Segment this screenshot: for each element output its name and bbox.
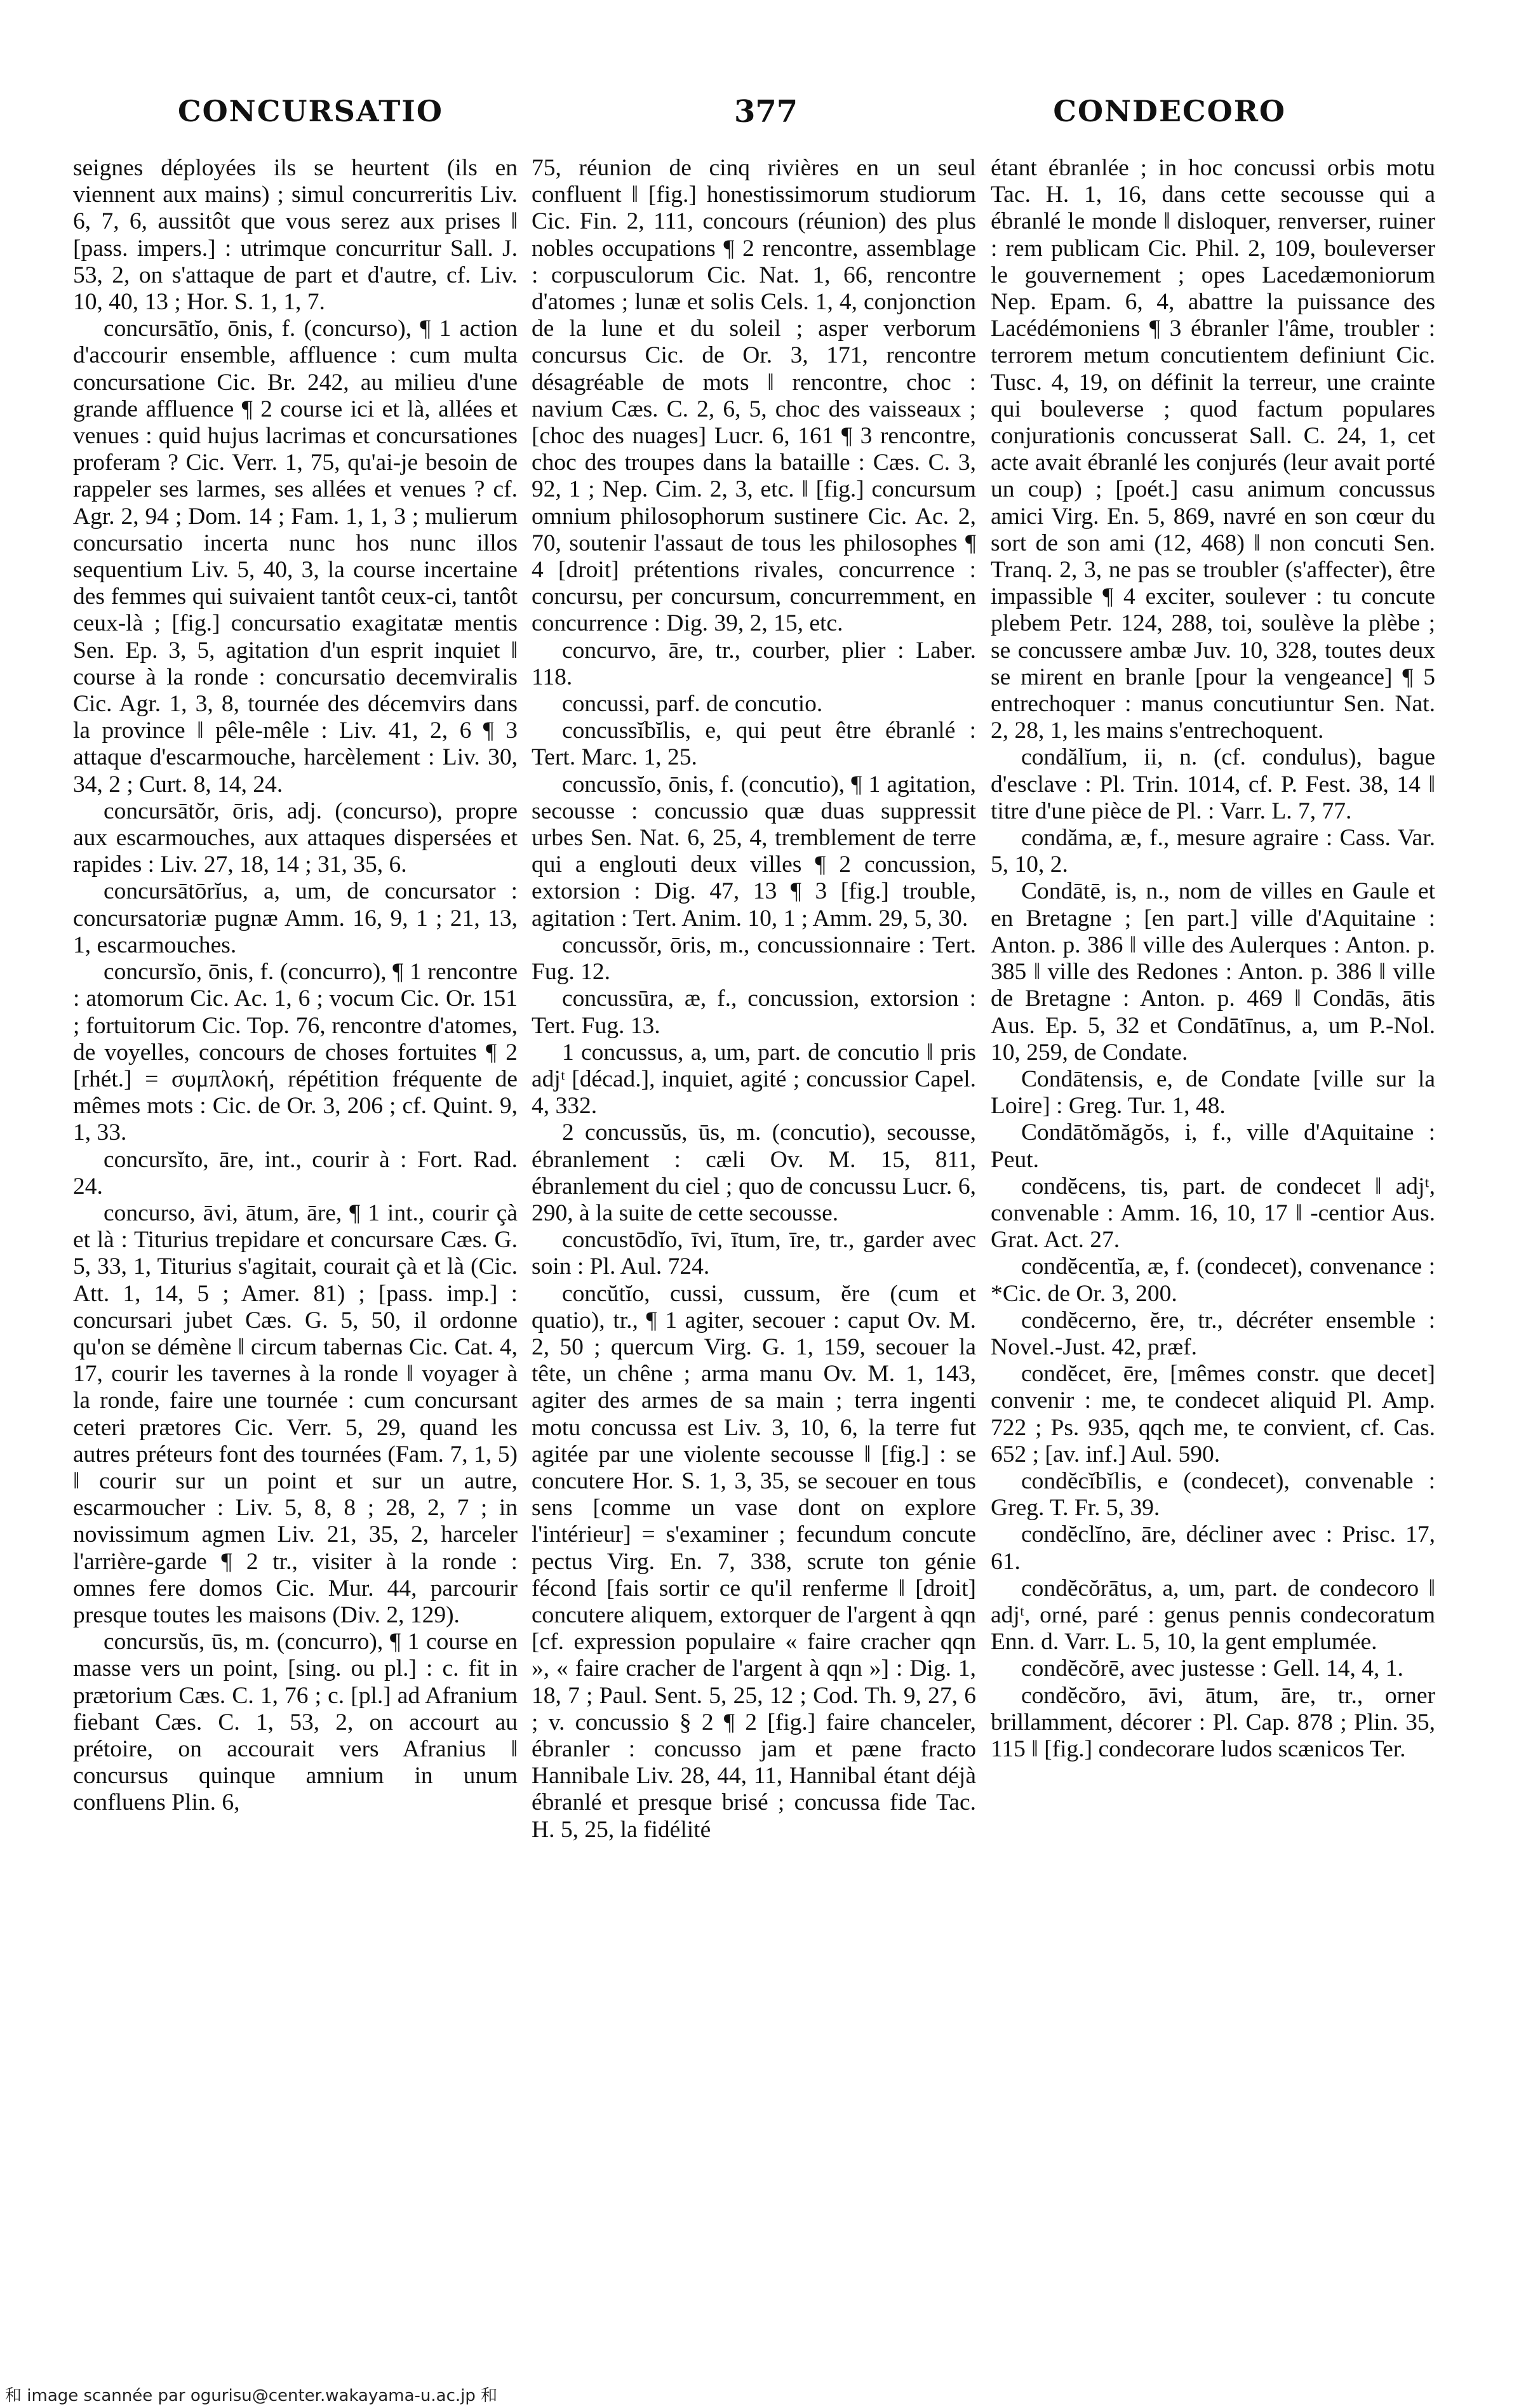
column-right xyxy=(991,155,1435,2358)
entry-concussura: concussūra, æ, f., concussion, extorsion : Tert. Fug. 13. xyxy=(532,986,976,1039)
entry-condecens: condĕcens, tis, part. de condecet ‖ adjᵗ, convenable : Amm. 16, 10, 17 ‖ -centior Aus. Grat. Act. 27. xyxy=(991,1173,1435,1253)
running-head xyxy=(0,94,1540,138)
entry-concursio: concursĭo, ōnis, f. (concurro), ¶ 1 rencontre : atomorum Cic. Ac. 1, 6 ; vocum Cic. Or. 151 ; fortuitorum Cic. Top. 76, rencontre d'atomes, de voyelles, concours de choses fortuites ¶ 2 [rhét.] = συμπλοκή, répétition fréquente de mêmes mots : Cic. de Or. 3, 206 ; cf. Quint. 9, 1, 33. xyxy=(73,959,518,1146)
entry-continuation: étant ébranlée ; in hoc concussi orbis motu Tac. H. 1, 16, dans cette secousse qui a ébranlé le monde ‖ disloquer, renverser, ruiner : rem publicam Cic. Phil. 2, 109, bouleverser le gouvernement ; opes Lacedæmoniorum Nep. Epam. 6, 4, abattre la puissance des Lacédémoniens ¶ 3 ébranler l'âme, troubler : terrorem metum concutientem definiunt Cic. Tusc. 4, 19, on définit la terreur, une crainte qui bouleverse ; quod factum populares conjurationis concusserat Sall. C. 24, 1, cet acte avait ébranlé les conjurés (leur avait porté un coup) ; [poét.] casu animum concussus amici Virg. En. 5, 869, navré en son cœur du sort de son ami (12, 468) ‖ non concuti Sen. Tranq. 2, 3, ne pas se troubler (s'affecter), être impassible ¶ 4 exciter, soulever : tu concute plebem Petr. 124, 288, toi, soulève la plèbe ; se concussere ambæ Juv. 10, 328, toutes deux se mirent en branle [pour la vengeance] ¶ 5 entrechoquer : manus concutiuntur Sen. Nat. 2, 28, 1, les mains s'entrechoquent. xyxy=(991,155,1435,744)
entry-concussus-2: 2 concussŭs, ūs, m. (concutio), secousse, ébranlement : cæli Ov. M. 15, 811, ébranlement du ciel ; quo de concussu Lucr. 6, 290, à la suite de cette secousse. xyxy=(532,1119,976,1226)
page-number: 377 xyxy=(734,94,798,130)
entry-condecore: condĕcŏrē, avec justesse : Gell. 14, 4, 1. xyxy=(1021,1655,1403,1682)
entry-condatomagos: Condātŏmăgŏs, i, f., ville d'Aquitaine : Peut. xyxy=(991,1119,1435,1173)
entry-continuation: seignes déployées ils se heurtent (ils en viennent aux mains) ; simul concurreritis Liv. 6, 7, 6, aussitôt que vous serez aux prises ‖ [pass. impers.] : utrimque concurritur Sall. J. 53, 2, on s'attaque de part et d'autre, cf. Liv. 10, 40, 13 ; Hor. S. 1, 1, 7. xyxy=(73,155,518,316)
entry-condecibilis: condĕcĭbĭlis, e (condecet), convenable : Greg. T. Fr. 5, 39. xyxy=(991,1467,1435,1521)
scan-credit: 和 image scannée par ogurisu@center.wakayama-u.ac.jp 和 xyxy=(5,2386,498,2405)
last-headword: CONDECORO xyxy=(1053,94,1286,128)
entry-condecet: condĕcet, ēre, [mêmes constr. que decet] convenir : me, te condecet aliquid Pl. Amp. 722 ; Ps. 935, qqch me, te convient, cf. Cas. 652 ; [av. inf.] Aul. 590. xyxy=(991,1361,1435,1467)
first-headword: CONCURSATIO xyxy=(178,94,443,128)
entry-concursatio: concursātĭo, ōnis, f. (concurso), ¶ 1 action d'accourir ensemble, affluence : cum multa concursatione Cic. Br. 242, au milieu d'une grande affluence ¶ 2 course ici et là, allées et venues : quid hujus lacrimas et concursationes proferam ? Cic. Verr. 1, 75, qu'ai-je besoin de rappeler ses larmes, ses allées et venues ? cf. Agr. 2, 94 ; Dom. 14 ; Fam. 1, 1, 3 ; mulierum concursatio incerta nunc hos nunc illos sequentium Liv. 5, 40, 3, la course incertaine des femmes qui suivaient tantôt ceux-ci, tantôt ceux-là ; [fig.] concursatio exagitatæ mentis Sen. Ep. 3, 5, agitation d'un esprit inquiet ‖ course à la ronde : concursatio decemviralis Cic. Agr. 1, 3, 8, tournée des décemvirs dans la province ‖ pêle-mêle : Liv. 41, 2, 6 ¶ 3 attaque d'escarmouche, harcèlement : Liv. 30, 34, 2 ; Curt. 8, 14, 24. xyxy=(73,316,518,798)
entry-condalium: condălĭum, ii, n. (cf. condulus), bague d'esclave : Pl. Trin. 1014, cf. P. Fest. 38, 14 ‖ titre d'une pièce de Pl. : Varr. L. 7, 77. xyxy=(991,744,1435,824)
entry-condecerno: condĕcerno, ĕre, tr., décréter ensemble : Novel.-Just. 42, præf. xyxy=(991,1307,1435,1360)
entry-concutio: concŭtĭo, cussi, cussum, ĕre (cum et quatio), tr., ¶ 1 agiter, secouer : caput Ov. M. 2, 50 ; quercum Virg. G. 1, 159, secouer la tête, un chêne ; arma manu Ov. M. 1, 143, agiter des armes de sa main ; terra ingenti motu concussa est Liv. 3, 10, 6, la terre fut agitée par une violente secousse ‖ [fig.] : se concutere Hor. S. 1, 3, 35, se secouer en tous sens [comme un vase dont on explore l'intérieur] = s'examiner ; fecundum concute pectus Virg. En. 7, 338, scrute ton génie fécond [fais sortir ce qu'il renferme ‖ [droit] concutere aliquem, extorquer de l'argent à qqn [cf. expression populaire « faire cracher qqn », « faire cracher de l'argent à qqn »] : Dig. 1, 18, 7 ; Paul. Sent. 5, 25, 12 ; Cod. Th. 9, 27, 6 ; v. concussio § 2 ¶ 2 [fig.] faire chanceler, ébranler : concusso jam et pæne fracto Hannibale Liv. 28, 44, 11, Hannibal étant déjà ébranlé et presque brisé ; concussa fide Tac. H. 5, 25, la fidélité xyxy=(532,1280,976,1843)
entry-condama: condăma, æ, f., mesure agraire : Cass. Var. 5, 10, 2. xyxy=(991,825,1435,878)
column-left xyxy=(73,155,518,2358)
entry-condatensis: Condātensis, e, de Condate [ville sur la Loire] : Greg. Tur. 1, 48. xyxy=(991,1066,1435,1119)
entry-continuation: 75, réunion de cinq rivières en un seul confluent ‖ [fig.] honestissimorum studiorum Cic. Fin. 2, 111, concours (réunion) des plus nobles occupations ¶ 2 rencontre, assemblage : corpusculorum Cic. Nat. 1, 66, rencontre d'atomes ; lunæ et solis Cels. 1, 4, conjonction de la lune et du soleil ; asper verborum concursus Cic. de Or. 3, 171, rencontre désagréable de mots ‖ rencontre, choc : navium Cæs. C. 2, 6, 5, choc des vaisseaux ; [choc des nuages] Lucr. 6, 161 ¶ 3 rencontre, choc des troupes dans la bataille : Cæs. C. 3, 92, 1 ; Nep. Cim. 2, 3, etc. ‖ [fig.] concursum omnium philosophorum sustinere Cic. Ac. 2, 70, soutenir l'assaut de tous les philosophes ¶ 4 [droit] prétentions rivales, concurrence : concursu, per concursum, concurremment, en concurrence : Dig. 39, 2, 15, etc. xyxy=(532,155,976,637)
entry-concursito: concursĭto, āre, int., courir à : Fort. Rad. 24. xyxy=(73,1146,518,1200)
column-middle xyxy=(532,155,976,2358)
entry-condeclino: condĕclĭno, āre, décliner avec : Prisc. 17, 61. xyxy=(991,1521,1435,1575)
entry-condate: Condātē, is, n., nom de villes en Gaule et en Bretagne ; [en part.] ville d'Aquitaine : Anton. p. 386 ‖ ville des Aulerques : Anton. p. 385 ‖ ville des Redones : Anton. p. 386 ‖ ville de Bretagne : Anton. p. 469 ‖ Condās, ātis Aus. Ep. 5, 32 et Condātīnus, a, um P.-Nol. 10, 259, de Condate. xyxy=(991,878,1435,1066)
entry-concussibilis: concussĭbĭlis, e, qui peut être ébranlé : Tert. Marc. 1, 25. xyxy=(532,718,976,771)
entry-concussor: concussŏr, ōris, m., concussionnaire : Tert. Fug. 12. xyxy=(532,932,976,986)
entry-concussio: concussĭo, ōnis, f. (concutio), ¶ 1 agitation, secousse : concussio quæ duas suppressit urbes Sen. Nat. 6, 25, 4, tremblement de terre qui a englouti deux villes ¶ 2 concussion, extorsion : Dig. 47, 13 ¶ 3 [fig.] trouble, agitation : Tert. Anim. 10, 1 ; Amm. 29, 5, 30. xyxy=(532,771,976,932)
entry-concurso: concurso, āvi, ātum, āre, ¶ 1 int., courir çà et là : Titurius trepidare et concursare Cæs. G. 5, 33, 1, Titurius s'agitait, courait çà et là (Cic. Att. 1, 14, 5 ; Amer. 81) ; [pass. imp.] : concursari jubet Cæs. G. 5, 50, il ordonne qu'on se démène ‖ circum tabernas Cic. Cat. 4, 17, courir les tavernes à la ronde ‖ voyager à la ronde, faire une tournée : cum concursant ceteri prætores Cic. Verr. 5, 29, quand les autres préteurs font des tournées (Fam. 7, 1, 5) ‖ courir sur un point et sur un autre, escarmoucher : Liv. 5, 8, 8 ; 28, 2, 7 ; in novissimum agmen Liv. 21, 35, 2, harceler l'arrière-garde ¶ 2 tr., visiter à la ronde : omnes fere domos Cic. Mur. 44, parcourir presque toutes les maisons (Div. 2, 129). xyxy=(73,1200,518,1628)
entry-concursator: concursātŏr, ōris, adj. (concurso), propre aux escarmouches, aux attaques dispersées et rapides : Liv. 27, 18, 14 ; 31, 35, 6. xyxy=(73,798,518,878)
entry-concussus-1: 1 concussus, a, um, part. de concutio ‖ pris adjᵗ [décad.], inquiet, agité ; concussior Capel. 4, 332. xyxy=(532,1039,976,1119)
entry-concursatorius: concursātōrĭus, a, um, de concursator : concursatoriæ pugnæ Amm. 16, 9, 1 ; 21, 13, 1, escarmouches. xyxy=(73,878,518,958)
entry-condecentia: condĕcentĭa, æ, f. (condecet), convenance : *Cic. de Or. 3, 200. xyxy=(991,1253,1435,1307)
entry-condecoratus: condĕcŏrātus, a, um, part. de condecoro ‖ adjᵗ, orné, paré : genus pennis condecoratum Enn. d. Varr. L. 5, 10, la gent emplumée. xyxy=(991,1575,1435,1655)
entry-concursus: concursŭs, ūs, m. (concurro), ¶ 1 course en masse vers un point, [sing. ou pl.] : c. fit in prætorium Cæs. C. 1, 76 ; c. [pl.] ad Afranium fiebant Cæs. C. 1, 53, 2, on accourt au prétoire, on accourait vers Afranius ‖ concursus quinque amnium in unum confluens Plin. 6, xyxy=(73,1629,518,1816)
entry-condecoro: condĕcŏro, āvi, ātum, āre, tr., orner brillamment, décorer : Pl. Cap. 878 ; Plin. 35, 115 ‖ [fig.] condecorare ludos scænicos Ter. xyxy=(991,1682,1435,1762)
entry-concussi: concussi, parf. de concutio. xyxy=(562,691,823,718)
entry-concustodio: concustōdĭo, īvi, ītum, īre, tr., garder avec soin : Pl. Aul. 724. xyxy=(532,1227,976,1280)
entry-concurvo: concurvo, āre, tr., courber, plier : Laber. 118. xyxy=(532,637,976,690)
